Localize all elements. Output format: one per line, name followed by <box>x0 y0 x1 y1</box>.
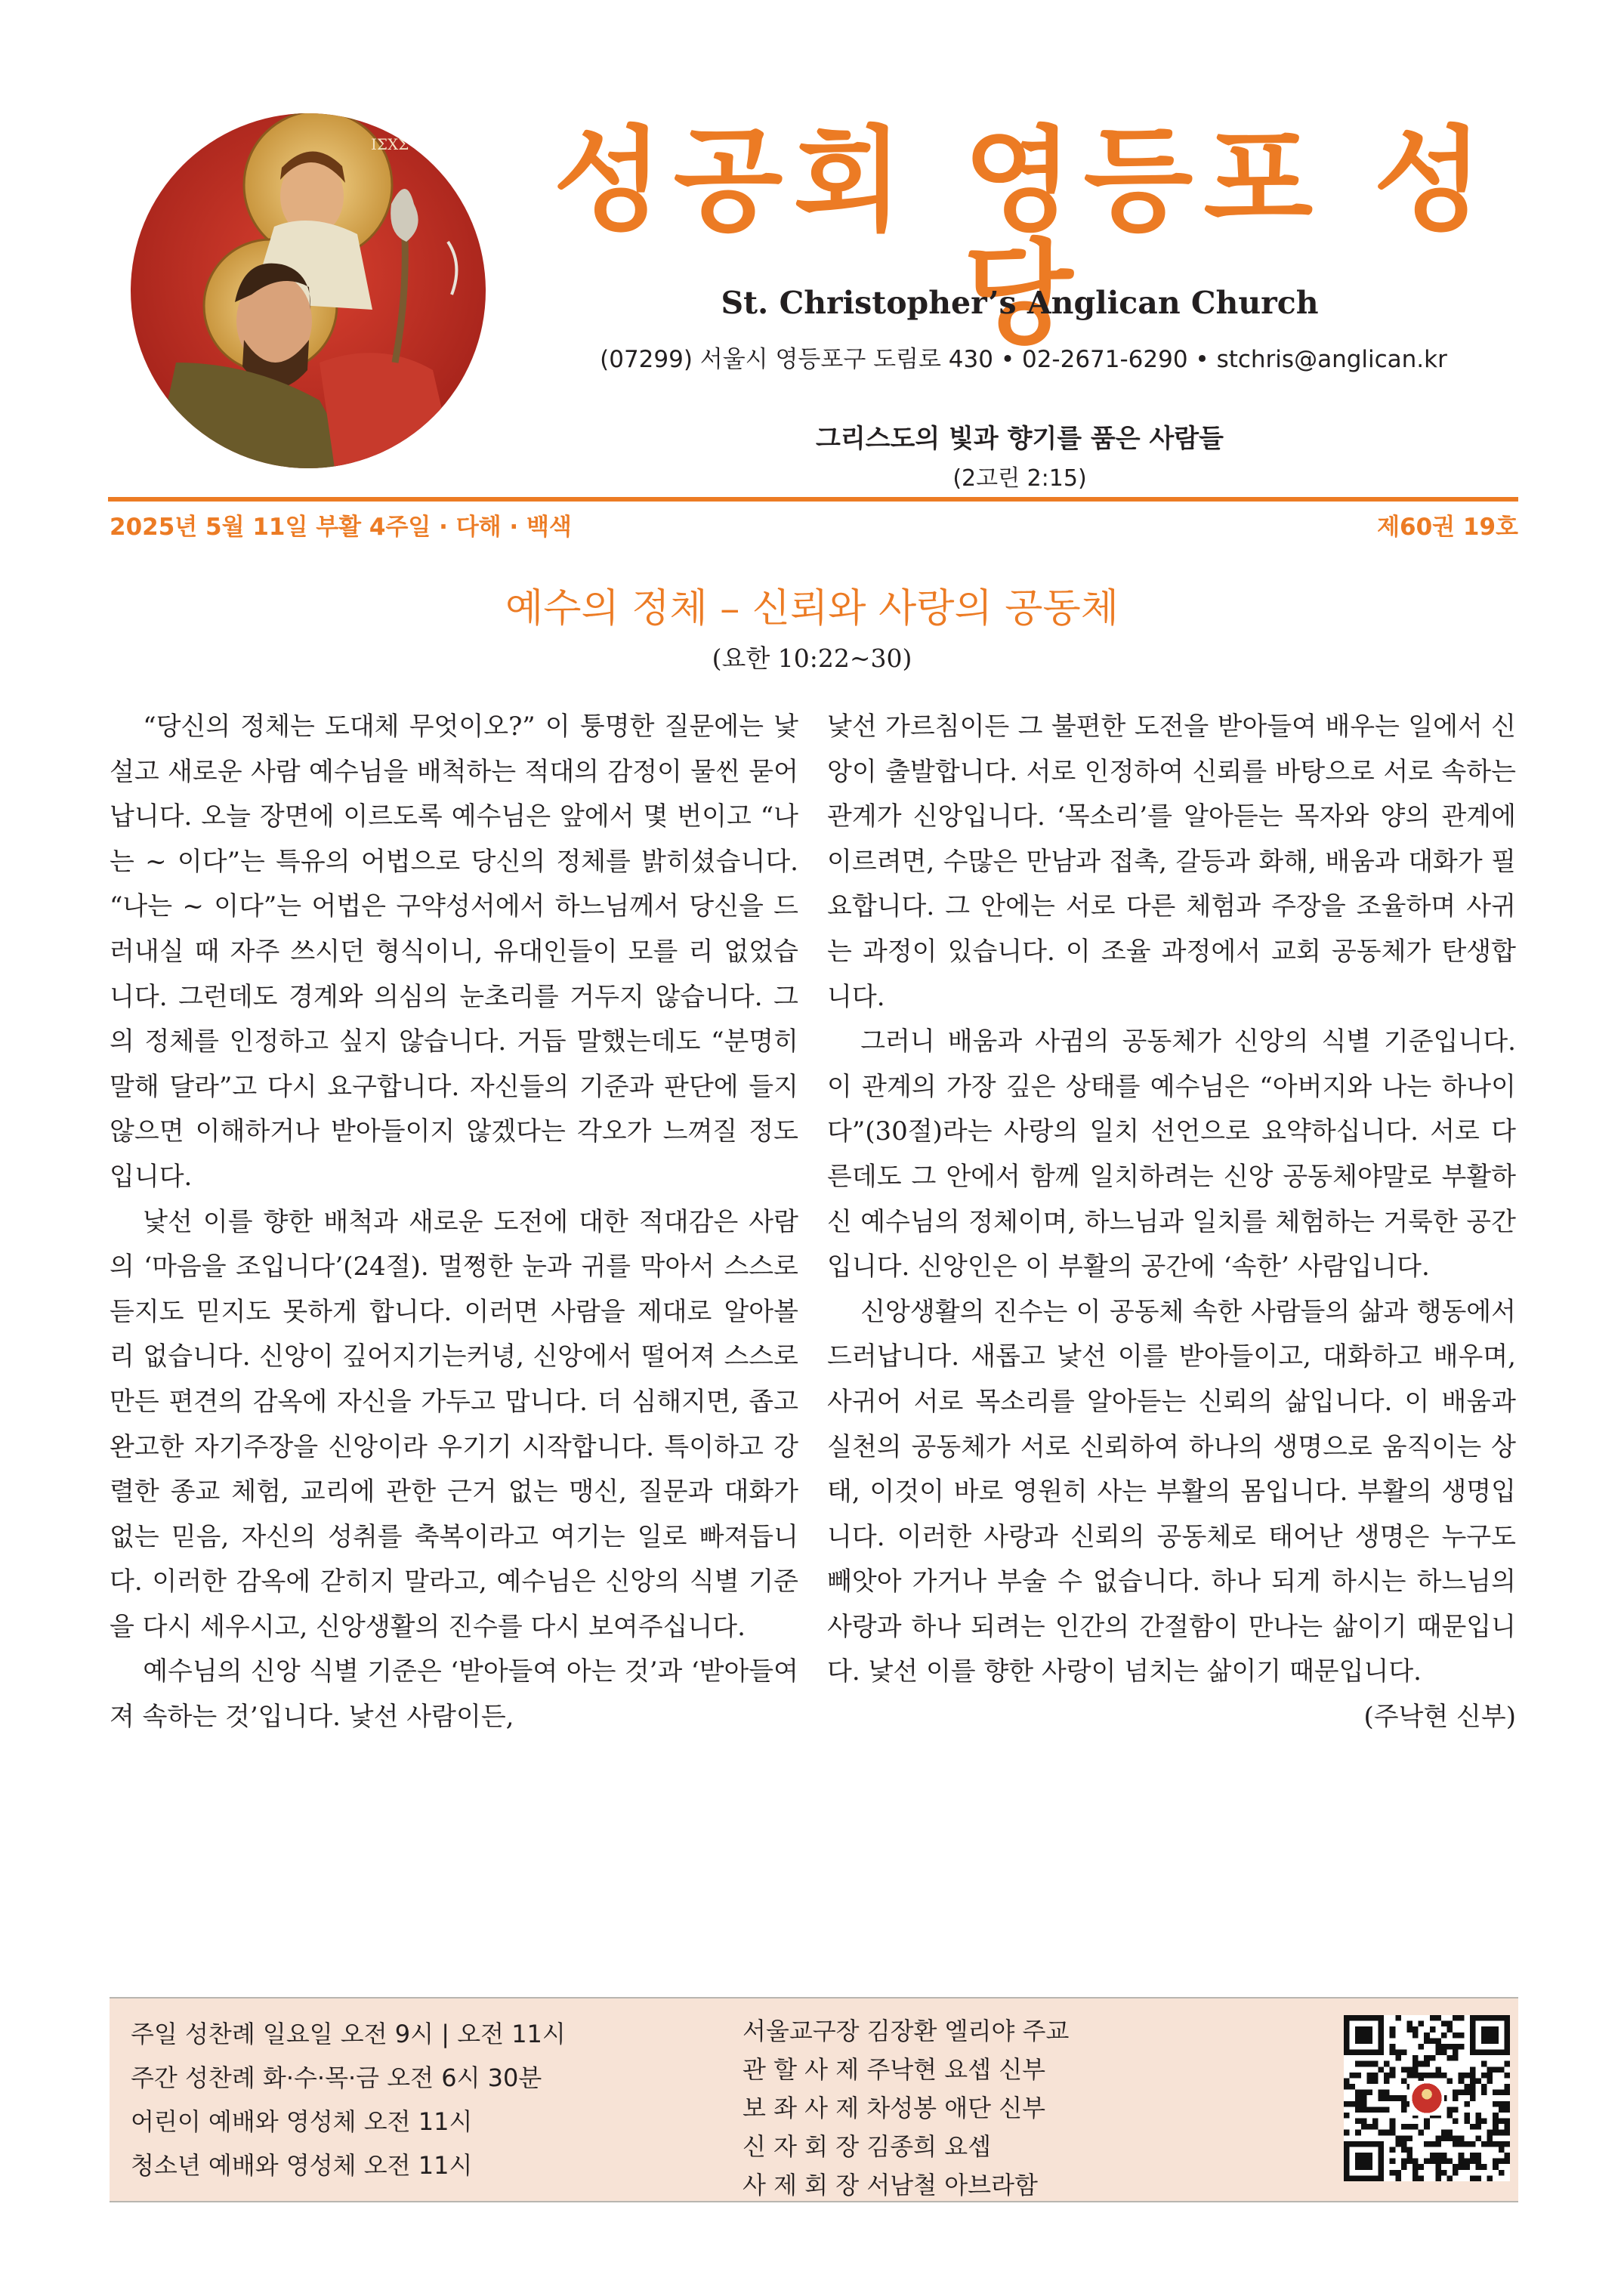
church-contact: (07299) 서울시 영등포구 도림로 430 • 02-2671-6290 • stchris@anglican.kr <box>600 346 1447 373</box>
clergy-item: 관 할 사 제 주낙현 요셉 신부 <box>743 2055 1046 2084</box>
issue-number: 제60권 19호 <box>1377 514 1518 541</box>
clergy-item: 서울교구장 김장환 엘리야 주교 <box>743 2017 1070 2045</box>
sermon-reference: (요한 10:22~30) <box>712 644 912 673</box>
paragraph: 예수님의 신앙 식별 기준은 ‘받아들여 아는 것’과 ‘받아들여져 속하는 것’입니다. 낯선 사람이든, <box>110 1656 798 1733</box>
qr-code-icon[interactable] <box>1344 2015 1510 2181</box>
sermon-signature: (주낙현 신부) <box>1363 1702 1516 1733</box>
schedule-item: 주일 성찬례 일요일 오전 9시 | 오전 11시 <box>131 2020 566 2048</box>
motto: 그리스도의 빛과 향기를 품은 사람들 <box>815 424 1224 454</box>
paragraph: 낯선 가르침이든 그 불편한 도전을 받아들여 배우는 일에서 신앙이 출발합니다. 서로 인정하여 신뢰를 바탕으로 서로 속하는 관계가 신앙입니다. ‘목소리’를 알아듣는 목자와 양의 관계에 이르려면, 수많은 만남과 접촉, 갈등과 화해, 배움과 대화가 필요합니다. 그 안에는 서로 다른 체험과 주장을 조율하며 사귀는 과정이 있습니다. 이 조율 과정에서 교회 공동체가 탄생합니다. <box>827 711 1516 1012</box>
sermon-right-column <box>827 705 1516 1740</box>
worship-schedule <box>131 2012 566 2187</box>
paragraph: “당신의 정체는 도대체 무엇이오?” 이 퉁명한 질문에는 낯설고 새로운 사람 예수님을 배척하는 적대의 감정이 물씬 묻어납니다. 오늘 장면에 이르도록 예수님은 앞에서 몇 번이고 “나는 ~ 이다”는 특유의 어법으로 당신의 정체를 밝히셨습니다. “나는 ~ 이다”는 어법은 구약성서에서 하느님께서 당신을 드러내실 때 자주 쓰시던 형식이니, 유대인들이 모를 리 없었습니다. 그런데도 경계와 의심의 눈초리를 거두지 않습니다. 그의 정체를 인정하고 싶지 않습니다. 거듭 말했는데도 “분명히 말해 달라”고 다시 요구합니다. 자신들의 기준과 판단에 들지 않으면 이해하거나 받아들이지 않겠다는 각오가 느껴질 정도입니다. <box>110 711 798 1192</box>
paragraph: 낯선 이를 향한 배척과 새로운 도전에 대한 적대감은 사람의 ‘마음을 조입니다’(24절). 멀쩡한 눈과 귀를 막아서 스스로 듣지도 믿지도 못하게 합니다. 이러면 사람을 제대로 알아볼 리 없습니다. 신앙이 깊어지기는커녕, 신앙에서 떨어져 스스로 만든 편견의 감옥에 자신을 가두고 맙니다. 더 심해지면, 좁고 완고한 자기주장을 신앙이라 우기기 시작합니다. 특이하고 강렬한 종교 체험, 교리에 관한 근거 없는 맹신, 질문과 대화가 없는 믿음, 자신의 성취를 축복이라고 여기는 일로 빠져듭니다. 이러한 감옥에 갇히지 말라고, 예수님은 신앙의 식별 기준을 다시 세우시고, 신앙생활의 진수를 다시 보여주십니다. <box>110 1206 798 1642</box>
sermon-title: 예수의 정체 – 신뢰와 사랑의 공동체 <box>505 586 1119 631</box>
clergy-item: 보 좌 사 제 차성봉 애단 신부 <box>743 2094 1046 2122</box>
schedule-item: 주간 성찬례 화·수·목·금 오전 6시 30분 <box>131 2063 542 2092</box>
church-title: 성공회 영등포 성당 <box>553 116 1494 360</box>
church-logo-icon <box>131 113 486 468</box>
issue-date: 2025년 5월 11일 부활 4주일 · 다해 · 백색 <box>110 514 572 541</box>
clergy-item: 사 제 회 장 서남철 아브라함 <box>743 2171 1038 2199</box>
schedule-item: 청소년 예배와 영성체 오전 11시 <box>131 2151 473 2180</box>
footer-info-box <box>110 1997 1518 2202</box>
motto-reference: (2고린 2:15) <box>952 465 1087 492</box>
schedule-item: 어린이 예배와 영성체 오전 11시 <box>131 2107 473 2136</box>
clergy-item: 신 자 회 장 김종희 요셉 <box>743 2132 992 2161</box>
sermon-left-column <box>110 705 798 1740</box>
clergy-list <box>743 2012 1069 2205</box>
header-divider <box>108 497 1518 502</box>
church-english-name: St. Christopher’s Anglican Church <box>721 285 1319 321</box>
paragraph: 그러니 배움과 사귐의 공동체가 신앙의 식별 기준입니다. 이 관계의 가장 깊은 상태를 예수님은 “아버지와 나는 하나이다”(30절)라는 사랑의 일치 선언으로 요약하십니다. 서로 다른데도 그 안에서 함께 일치하려는 신앙 공동체야말로 부활하신 예수님의 정체이며, 하느님과 일치를 체험하는 거룩한 공간입니다. 신앙인은 이 부활의 공간에 ‘속한’ 사람입니다. <box>827 1026 1516 1282</box>
svg-text:ΙΣΧΣ: ΙΣΧΣ <box>371 135 409 153</box>
paragraph: 신앙생활의 진수는 이 공동체 속한 사람들의 삶과 행동에서 드러납니다. 새롭고 낯선 이를 받아들이고, 대화하고 배우며, 사귀어 서로 목소리를 알아듣는 신뢰의 삶입니다. 이 배움과 실천의 공동체가 서로 신뢰하여 하나의 생명으로 움직이는 상태, 이것이 바로 영원히 사는 부활의 몸입니다. 부활의 생명입니다. 이러한 사랑과 신뢰의 공동체로 태어난 생명은 누구도 빼앗아 가거나 부술 수 없습니다. 하나 되게 하시는 하느님의 사랑과 하나 되려는 인간의 간절함이 만나는 삶이기 때문입니다. 낯선 이를 향한 사랑이 넘치는 삶이기 때문입니다. <box>827 1296 1516 1687</box>
